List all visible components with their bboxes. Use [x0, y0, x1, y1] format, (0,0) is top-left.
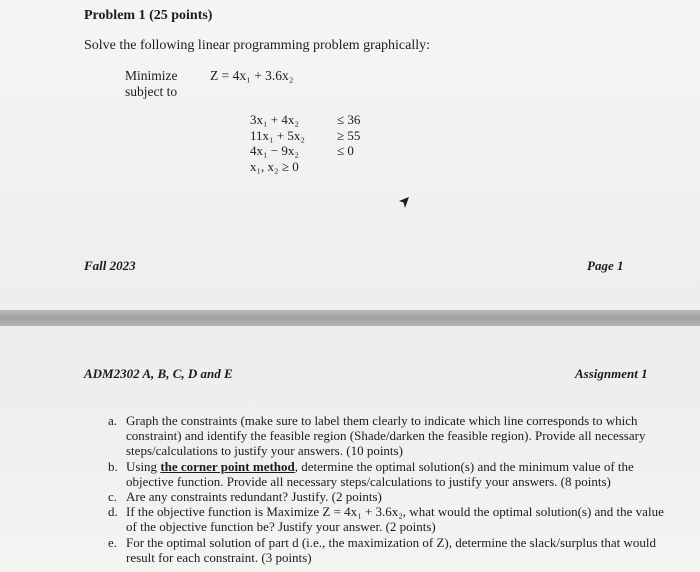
list-marker: c. [108, 489, 118, 505]
list-marker: b. [108, 458, 118, 474]
task-text: , determine the optimal solution(s) and the minimum value of the objective function. Provide all necessary steps/calculations to justify your answers. (8 points) [126, 458, 634, 489]
task-text: Are any constraints redundant? Justify. (2 points) [126, 489, 382, 505]
list-marker: d. [108, 504, 118, 520]
constraints-lhs [250, 112, 305, 174]
constraint-3-rhs: ≤ 0 [337, 143, 354, 158]
objective-labels [125, 68, 178, 100]
list-item [108, 413, 668, 459]
list-marker: a. [108, 413, 118, 428]
task-text: Graph the constraints (make sure to label them clearly to indicate which line corresponds to which constraint) and identify the feasible region (Shade/darken the feasible region). Provide all necessary steps/calculations to justify your answers. (10 points) [126, 413, 646, 459]
footer-page-number: Page 1 [587, 258, 624, 273]
task-list [108, 413, 668, 565]
list-marker: e. [108, 534, 118, 550]
footer-term: Fall 2023 [84, 258, 136, 273]
constraints-rhs [337, 112, 360, 159]
list-item [108, 535, 668, 565]
problem-title: Problem 1 (25 points) [84, 8, 213, 23]
constraint-3-lhs: 4x₁ − 9x₂ [250, 143, 299, 158]
constraint-2-lhs: 11x₁ + 5x₂ [250, 127, 305, 143]
task-text: For the optimal solution of part d (i.e., the maximization of Z), determine the slack/surplus that would result for each constraint. (3 points) [126, 534, 656, 565]
course-header: ADM2302 A, B, C, D and E [84, 366, 233, 381]
constraint-1-rhs: ≤ 36 [337, 112, 361, 127]
task-text-prefix: Using [126, 458, 161, 474]
page-2 [0, 326, 700, 572]
constraint-1-lhs: 3x₁ + 4x₂ [250, 112, 299, 127]
page-break [0, 310, 700, 326]
minimize-label: Minimize [125, 68, 178, 83]
list-item [108, 459, 668, 489]
problem-instruction: Solve the following linear programming problem graphically: [84, 38, 431, 53]
constraint-2-rhs: ≥ 55 [337, 127, 361, 143]
task-text: If the objective function is Maximize Z = 4x₁ + 3.6x₂, what would the optimal solution(s) and the value of the objective function be? Justify your answer. (2 points) [126, 504, 664, 535]
nonnegativity-constraint: x₁, x₂ ≥ 0 [250, 158, 299, 174]
objective-function: Z = 4x₁ + 3.6x₂ [210, 68, 294, 83]
subject-to-label: subject to [125, 84, 178, 99]
list-item [108, 504, 668, 534]
list-item [108, 489, 668, 504]
assignment-header: Assignment 1 [575, 366, 648, 381]
task-emphasis: the corner point method [160, 458, 295, 474]
